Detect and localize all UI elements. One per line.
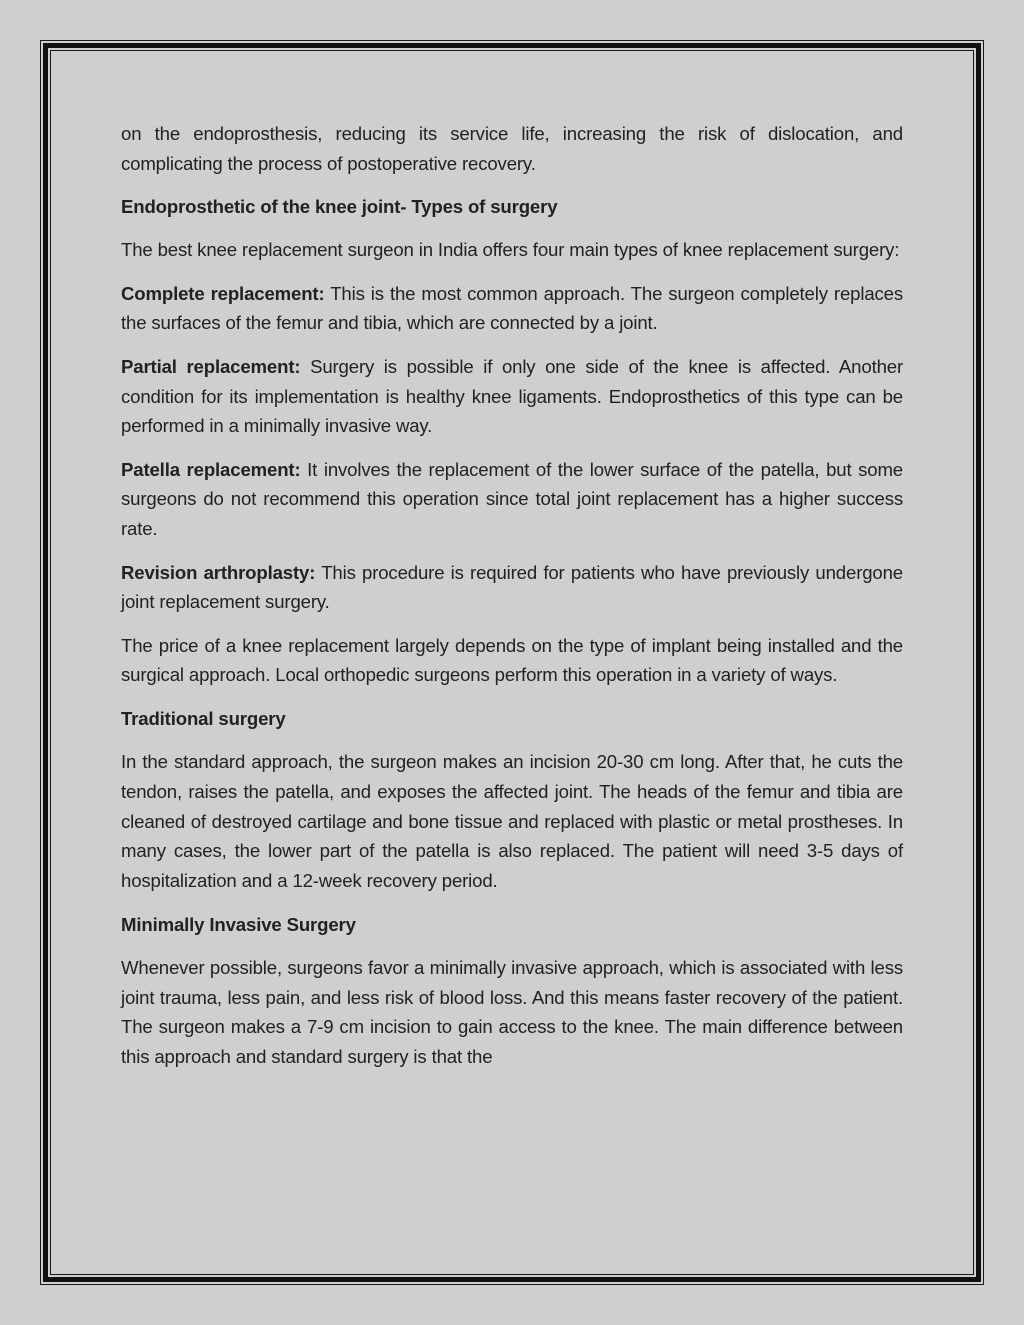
type-revision-arthroplasty: [121, 558, 903, 618]
intro-continuation-paragraph: on the endoprosthesis, reducing its service life, increasing the risk of dislocation, and complicating the process of postoperative recovery.: [121, 123, 903, 174]
type-partial-replacement: [121, 352, 903, 441]
type-term: Partial replacement:: [121, 355, 301, 377]
type-description: This is the most common approach. The surgeon completely replaces the surfaces of the femur and tibia, which are connected by a joint.: [121, 282, 903, 334]
heading-traditional-surgery: Traditional surgery: [121, 707, 286, 729]
type-term: Patella replacement:: [121, 458, 301, 480]
types-intro-paragraph: The best knee replacement surgeon in India offers four main types of knee replacement surgery:: [121, 239, 900, 261]
type-description: Surgery is possible if only one side of the knee is affected. Another condition for its implementation is healthy knee ligaments. Endoprosthetics of this type can be performed in a minimally invasive way.: [121, 355, 904, 437]
minimally-invasive-paragraph: Whenever possible, surgeons favor a minimally invasive approach, which is associated with less joint trauma, less pain, and less risk of blood loss. And this means faster recovery of the patient. The surgeon makes a 7-9 cm incision to gain access to the knee. The main difference between this approach and standard surgery is that the: [121, 956, 903, 1068]
traditional-surgery-paragraph: In the standard approach, the surgeon makes an incision 20-30 cm long. After that, he cuts the tendon, raises the patella, and exposes the affected joint. The heads of the femur and tibia are cleaned of destroyed cartilage and bone tissue and replaced with plastic or metal prostheses. In many cases, the lower part of the patella is also replaced. The patient will need 3-5 days of hospitalization and a 12-week recovery period.: [121, 751, 903, 892]
document-body: [121, 119, 903, 1086]
type-term: Complete replacement:: [121, 282, 325, 304]
type-description: This procedure is required for patients who have previously undergone joint replacement surgery.: [121, 561, 903, 613]
type-complete-replacement: [121, 279, 903, 339]
heading-types-of-surgery: Endoprosthetic of the knee joint- Types of surgery: [121, 196, 558, 218]
price-paragraph: The price of a knee replacement largely depends on the type of implant being installed and the surgical approach. Local orthopedic surgeons perform this operation in a variety of ways.: [121, 634, 903, 686]
type-description: It involves the replacement of the lower surface of the patella, but some surgeons do not recommend this operation since total joint replacement has a higher success rate.: [121, 458, 903, 540]
type-patella-replacement: [121, 455, 903, 544]
heading-minimally-invasive-surgery: Minimally Invasive Surgery: [121, 913, 356, 935]
type-term: Revision arthroplasty:: [121, 561, 316, 583]
